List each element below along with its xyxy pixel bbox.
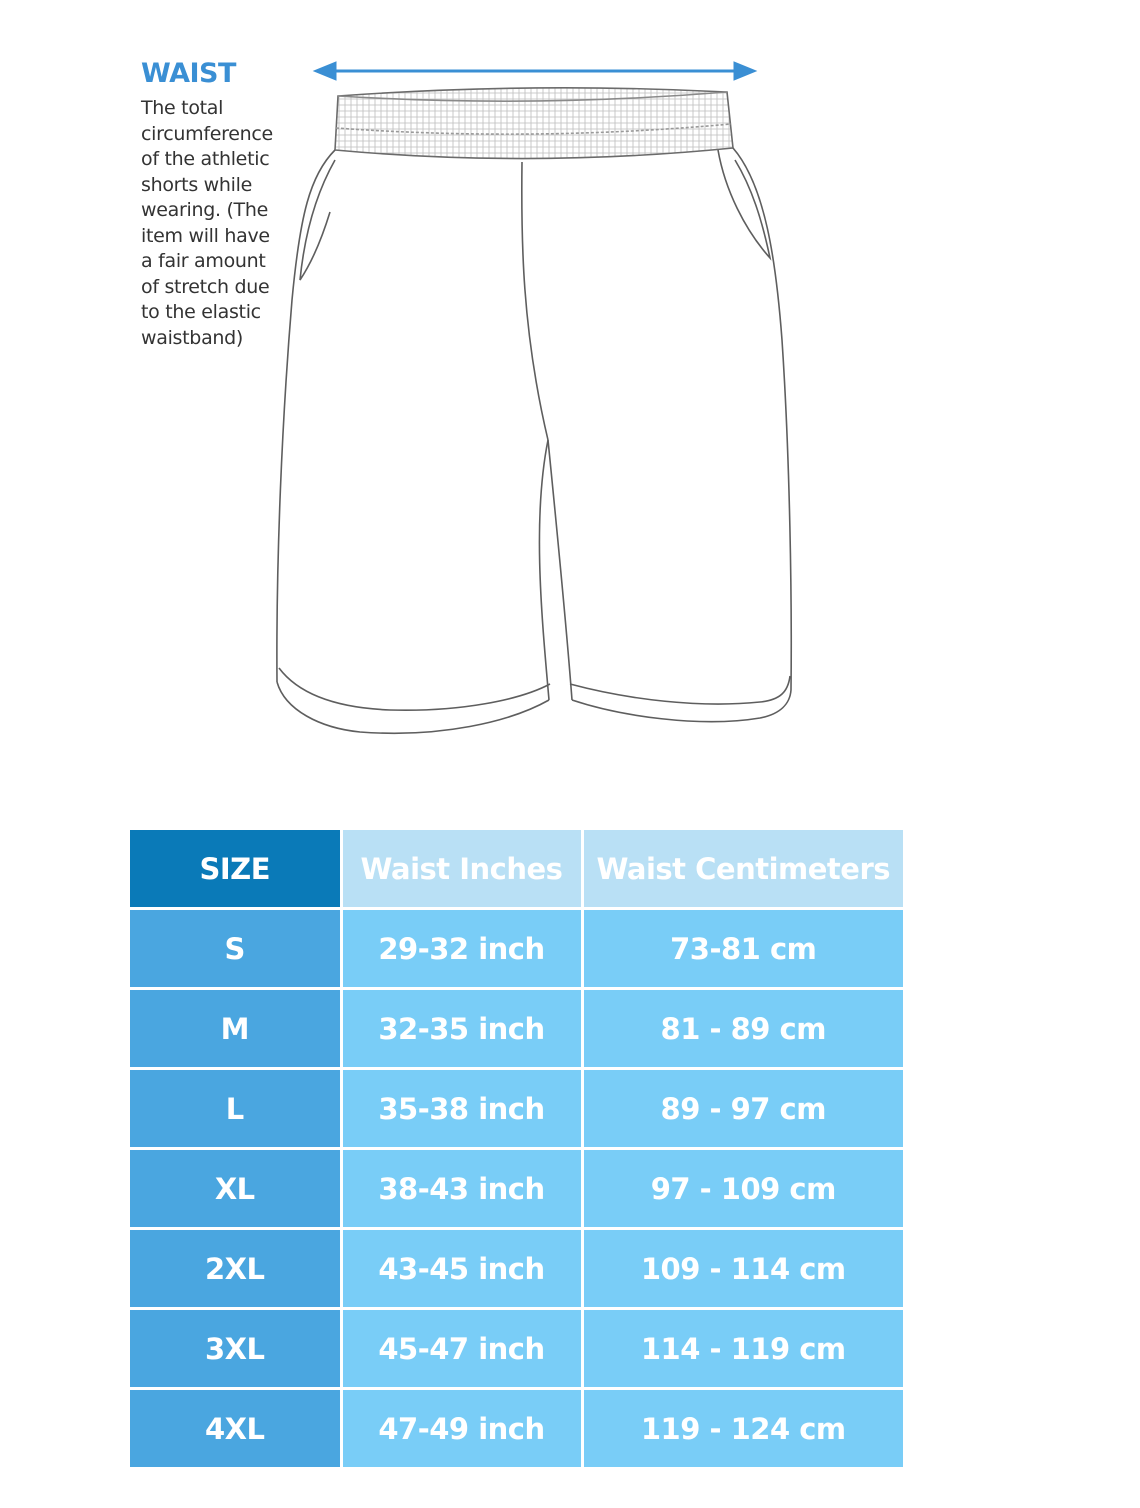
table-row bbox=[130, 1309, 903, 1389]
centimeters-cell: 73-81 cm bbox=[582, 909, 903, 989]
shorts-illustration bbox=[270, 50, 810, 750]
table-row bbox=[130, 1149, 903, 1229]
header-waist-centimeters: Waist Centimeters bbox=[582, 830, 903, 909]
size-cell: 2XL bbox=[130, 1229, 341, 1309]
waist-measure-arrow bbox=[314, 62, 756, 80]
waist-description-line: of the athletic bbox=[141, 148, 270, 170]
waist-description-line: item will have bbox=[141, 224, 270, 247]
inches-cell: 45-47 inch bbox=[341, 1309, 582, 1389]
table-row bbox=[130, 989, 903, 1069]
table-row bbox=[130, 1069, 903, 1149]
waist-description-line: of stretch due bbox=[141, 275, 270, 298]
waist-description-line: circumference bbox=[141, 122, 273, 145]
centimeters-cell: 109 - 114 cm bbox=[582, 1229, 903, 1309]
inches-cell: 43-45 inch bbox=[341, 1229, 582, 1309]
centimeters-cell: 81 - 89 cm bbox=[582, 989, 903, 1069]
size-cell: XL bbox=[130, 1149, 341, 1229]
centimeters-cell: 97 - 109 cm bbox=[582, 1149, 903, 1229]
table-row bbox=[130, 1229, 903, 1309]
centimeters-cell: 114 - 119 cm bbox=[582, 1309, 903, 1389]
size-chart-table bbox=[130, 830, 903, 1470]
waist-title: WAIST bbox=[141, 58, 236, 89]
table-row bbox=[130, 909, 903, 989]
size-cell: 4XL bbox=[130, 1389, 341, 1469]
waistband bbox=[335, 88, 733, 159]
inches-cell: 35-38 inch bbox=[341, 1069, 582, 1149]
inches-cell: 38-43 inch bbox=[341, 1149, 582, 1229]
waist-description-line: wearing. (The bbox=[141, 199, 268, 221]
size-cell: M bbox=[130, 989, 341, 1069]
centimeters-cell: 119 - 124 cm bbox=[582, 1389, 903, 1469]
inches-cell: 29-32 inch bbox=[341, 909, 582, 989]
size-cell: 3XL bbox=[130, 1309, 341, 1389]
header-waist-inches: Waist Inches bbox=[341, 830, 582, 909]
size-cell: L bbox=[130, 1069, 341, 1149]
inches-cell: 32-35 inch bbox=[341, 989, 582, 1069]
table-row bbox=[130, 1389, 903, 1469]
table-header-row bbox=[130, 830, 903, 909]
size-cell: S bbox=[130, 909, 341, 989]
waist-description-line: The total bbox=[141, 97, 224, 119]
inches-cell: 47-49 inch bbox=[341, 1389, 582, 1469]
centimeters-cell: 89 - 97 cm bbox=[582, 1069, 903, 1149]
waist-description-line: shorts while bbox=[141, 173, 252, 196]
waist-description-line: to the elastic bbox=[141, 301, 261, 323]
waist-description bbox=[141, 96, 291, 351]
shorts-body bbox=[277, 148, 791, 733]
header-size: SIZE bbox=[130, 830, 341, 909]
waist-description-line: a fair amount bbox=[141, 250, 266, 272]
waist-description-line: waistband) bbox=[141, 326, 244, 349]
